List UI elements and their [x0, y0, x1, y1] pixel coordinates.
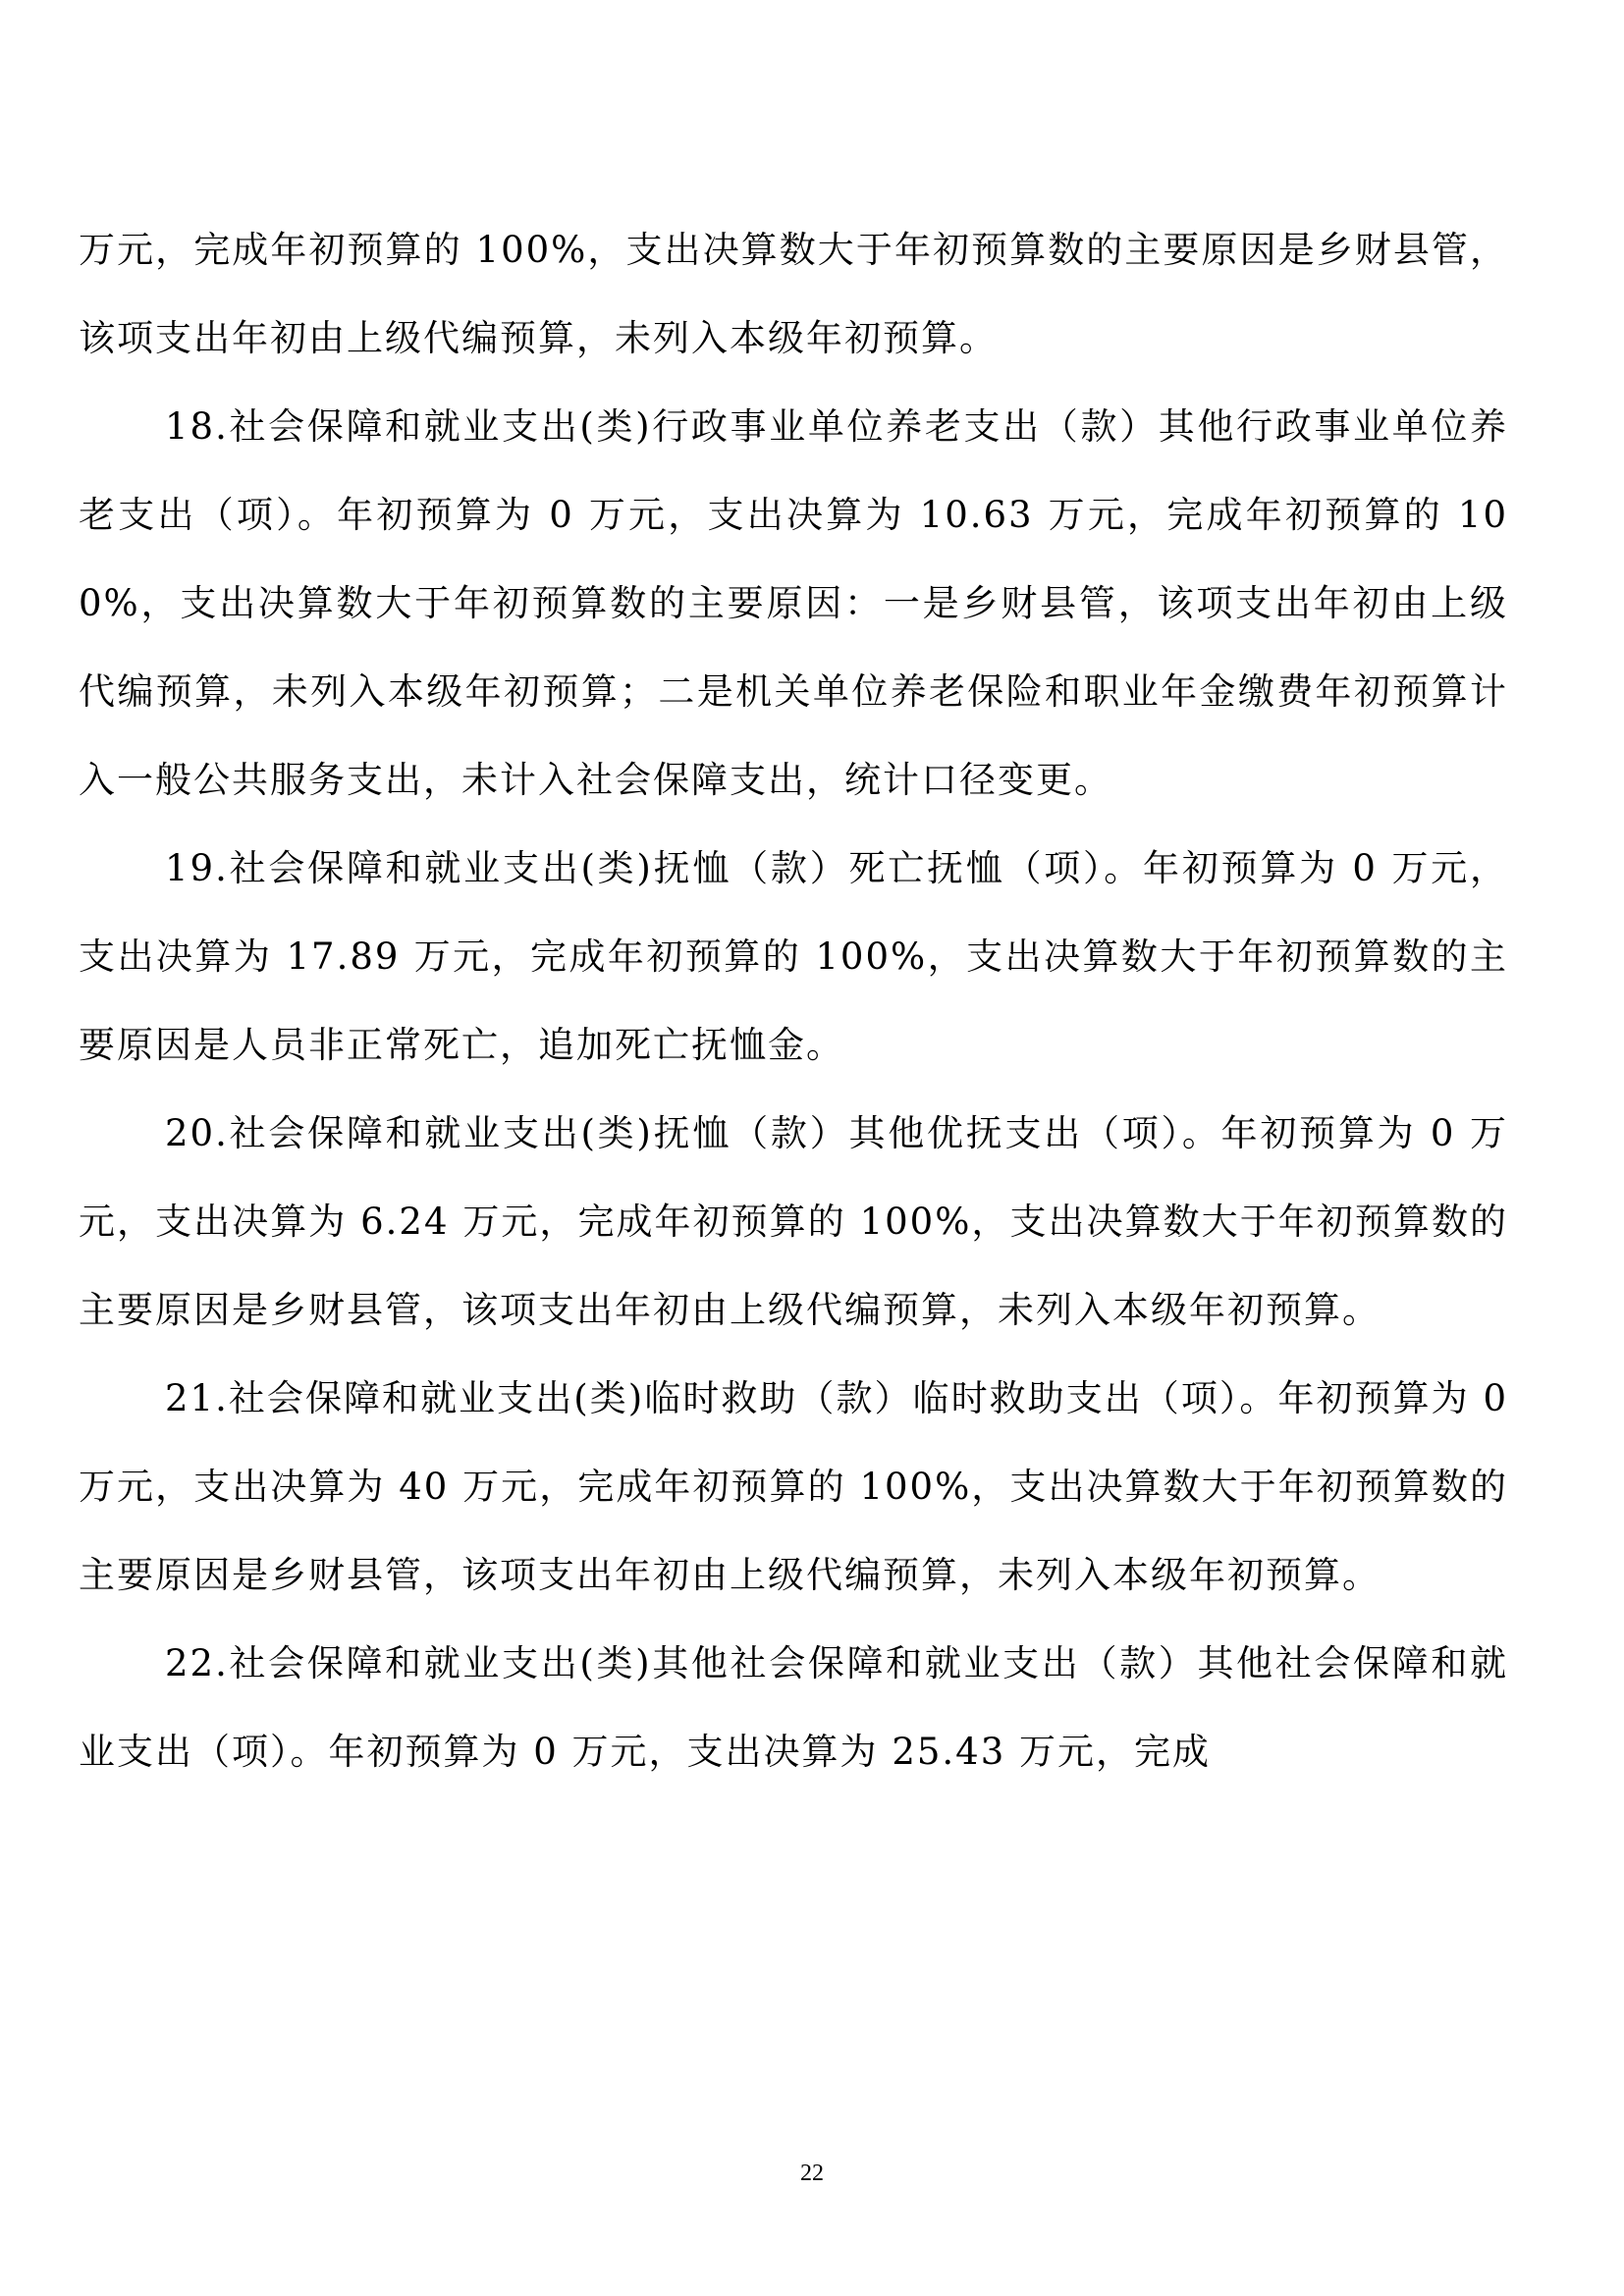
- page-number: 22: [800, 2161, 824, 2186]
- paragraph-continuation: 万元，完成年初预算的 100%，支出决算数大于年初预算数的主要原因是乡财县管，该项支出年初由上级代编预算，未列入本级年初预算。: [79, 229, 1508, 359]
- document-body: [79, 206, 1508, 1796]
- paragraph-item-21: 21.社会保障和就业支出(类)临时救助（款）临时救助支出（项）。年初预算为 0 万元，支出决算为 40 万元，完成年初预算的 100%，支出决算数大于年初预算数的主要原因是乡财县管，该项支出年初由上级代编预算，未列入本级年初预算。: [79, 1377, 1508, 1596]
- paragraph-item-19: 19.社会保障和就业支出(类)抚恤（款）死亡抚恤（项）。年初预算为 0 万元，支出决算为 17.89 万元，完成年初预算的 100%，支出决算数大于年初预算数的主要原因是人员非正常死亡，追加死亡抚恤金。: [79, 847, 1508, 1066]
- paragraph-item-20: 20.社会保障和就业支出(类)抚恤（款）其他优抚支出（项）。年初预算为 0 万元，支出决算为 6.24 万元，完成年初预算的 100%，支出决算数大于年初预算数的主要原因是乡财县管，该项支出年初由上级代编预算，未列入本级年初预算。: [79, 1112, 1508, 1331]
- paragraph-item-22: 22.社会保障和就业支出(类)其他社会保障和就业支出（款）其他社会保障和就业支出（项）。年初预算为 0 万元，支出决算为 25.43 万元，完成: [79, 1642, 1508, 1773]
- paragraph-item-18: 18.社会保障和就业支出(类)行政事业单位养老支出（款）其他行政事业单位养老支出（项）。年初预算为 0 万元，支出决算为 10.63 万元，完成年初预算的 100%，支出决算数大于年初预算数的主要原因：一是乡财县管，该项支出年初由上级代编预算，未列入本级年初预算；二是机关单位养老保险和职业年金缴费年初预算计入一般公共服务支出，未计入社会保障支出，统计口径变更。: [79, 405, 1508, 801]
